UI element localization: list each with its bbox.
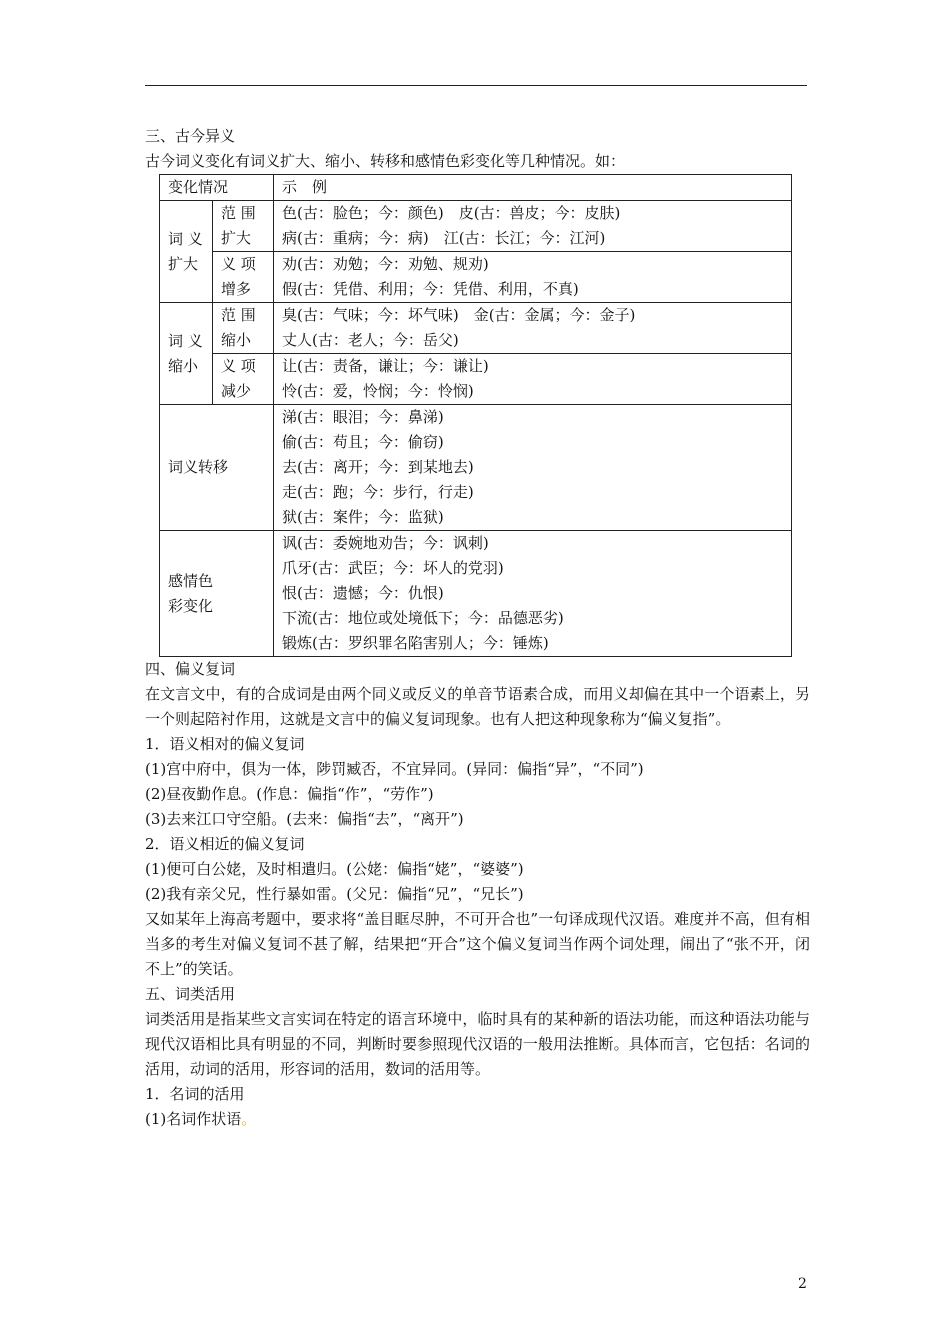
list-item: (3)去来江口守空船。(去来：偏指“去”，“离开”) <box>145 810 464 828</box>
subcategory-scope-expand: 范 围 扩大 <box>213 201 274 252</box>
subcategory-scope-narrow: 范 围 缩小 <box>213 303 274 354</box>
examples-cell: 臭(古：气味；今：坏气味) 金(古：金属；今：金子) 丈人(古：老人；今：岳父) <box>274 303 792 354</box>
table-row <box>160 201 792 252</box>
word-meaning-table <box>159 174 792 657</box>
list-item: (1)便可白公姥，及时相遣归。(公姥：偏指“姥”，“婆婆”) <box>145 860 524 878</box>
table-row <box>160 531 792 657</box>
header-rule <box>145 85 807 86</box>
section5-sub1-title: 1．名词的活用 <box>145 1085 245 1103</box>
table-row <box>160 354 792 405</box>
trailing-mark: 。 <box>241 1110 257 1128</box>
section4-sub1-title: 1．语义相对的偏义复词 <box>145 735 305 753</box>
examples-cell: 讽(古：委婉地劝告；今：讽刺) 爪牙(古：武臣；今：坏人的党羽) 恨(古：遗憾；今：仇恨) 下流(古：地位或处境低下；今：品德恶劣) 锻炼(古：罗织罪名陷害别人；今：锤炼) <box>274 531 792 657</box>
page-number: 2 <box>798 1276 807 1292</box>
list-item: (2)我有亲父兄，性行暴如雷。(父兄：偏指“兄”，“兄长”) <box>145 885 524 903</box>
table-header-row <box>160 175 792 201</box>
header-col1: 变化情况 <box>160 175 274 201</box>
header-col2: 示 例 <box>274 175 792 201</box>
examples-cell: 涕(古：眼泪；今：鼻涕) 偷(古：苟且；今：偷窃) 去(古：离开；今：到某地去) 走(古：跑；今：步行，行走) 狱(古：案件；今：监狱) <box>274 405 792 531</box>
category-narrow: 词 义 缩小 <box>160 303 213 405</box>
subcategory-sense-increase: 义 项 增多 <box>213 252 274 303</box>
page-content <box>145 124 810 1132</box>
category-shift: 词义转移 <box>160 405 274 531</box>
subcategory-sense-decrease: 义 项 减少 <box>213 354 274 405</box>
table-row <box>160 405 792 531</box>
list-item: (2)昼夜勤作息。(作息：偏指“作”，“劳作”) <box>145 785 434 803</box>
section4-heading: 四、偏义复词 <box>145 660 236 678</box>
category-expand: 词 义 扩大 <box>160 201 213 303</box>
examples-cell: 劝(古：劝勉；今：劝勉、规劝) 假(古：凭借、利用；今：凭借、利用，不真) <box>274 252 792 303</box>
table-row <box>160 252 792 303</box>
section5-sub1-item1: (1)名词作状语。 <box>145 1110 257 1128</box>
section4-sub2-title: 2．语义相近的偏义复词 <box>145 835 305 853</box>
section4-note: 又如某年上海高考题中，要求将“盖目眶尽肿，不可开合也”一句译成现代汉语。难度并不高，但有相当多的考生对偏义复词不甚了解，结果把“开合”这个偏义复词当作两个词处理，闹出了“张不开，闭不上”的笑话。 <box>145 910 810 978</box>
list-item: (1)宫中府中，俱为一体，陟罚臧否，不宜异同。(异同：偏指“异”，“不同”) <box>145 760 644 778</box>
category-emotion: 感情色 彩变化 <box>160 531 274 657</box>
table-row <box>160 303 792 354</box>
section5-intro: 词类活用是指某些文言实词在特定的语言环境中，临时具有的某种新的语法功能，而这种语法功能与现代汉语相比具有明显的不同，判断时要参照现代汉语的一般用法推断。具体而言，它包括：名词的活用，动词的活用，形容词的活用，数词的活用等。 <box>145 1010 810 1078</box>
examples-cell: 让(古：责备，谦让；今：谦让) 怜(古：爱，怜悯；今：怜悯) <box>274 354 792 405</box>
section3-intro: 古今词义变化有词义扩大、缩小、转移和感情色彩变化等几种情况。如： <box>145 152 626 170</box>
section5-heading: 五、词类活用 <box>145 985 236 1003</box>
examples-cell: 色(古：脸色；今：颜色) 皮(古：兽皮；今：皮肤) 病(古：重病；今：病) 江(古：长江；今：江河) <box>274 201 792 252</box>
section4-intro: 在文言文中，有的合成词是由两个同义或反义的单音节语素合成，而用义却偏在其中一个语素上，另一个则起陪衬作用，这就是文言中的偏义复词现象。也有人把这种现象称为“偏义复指”。 <box>145 685 810 728</box>
section3-heading: 三、古今异义 <box>145 127 236 145</box>
